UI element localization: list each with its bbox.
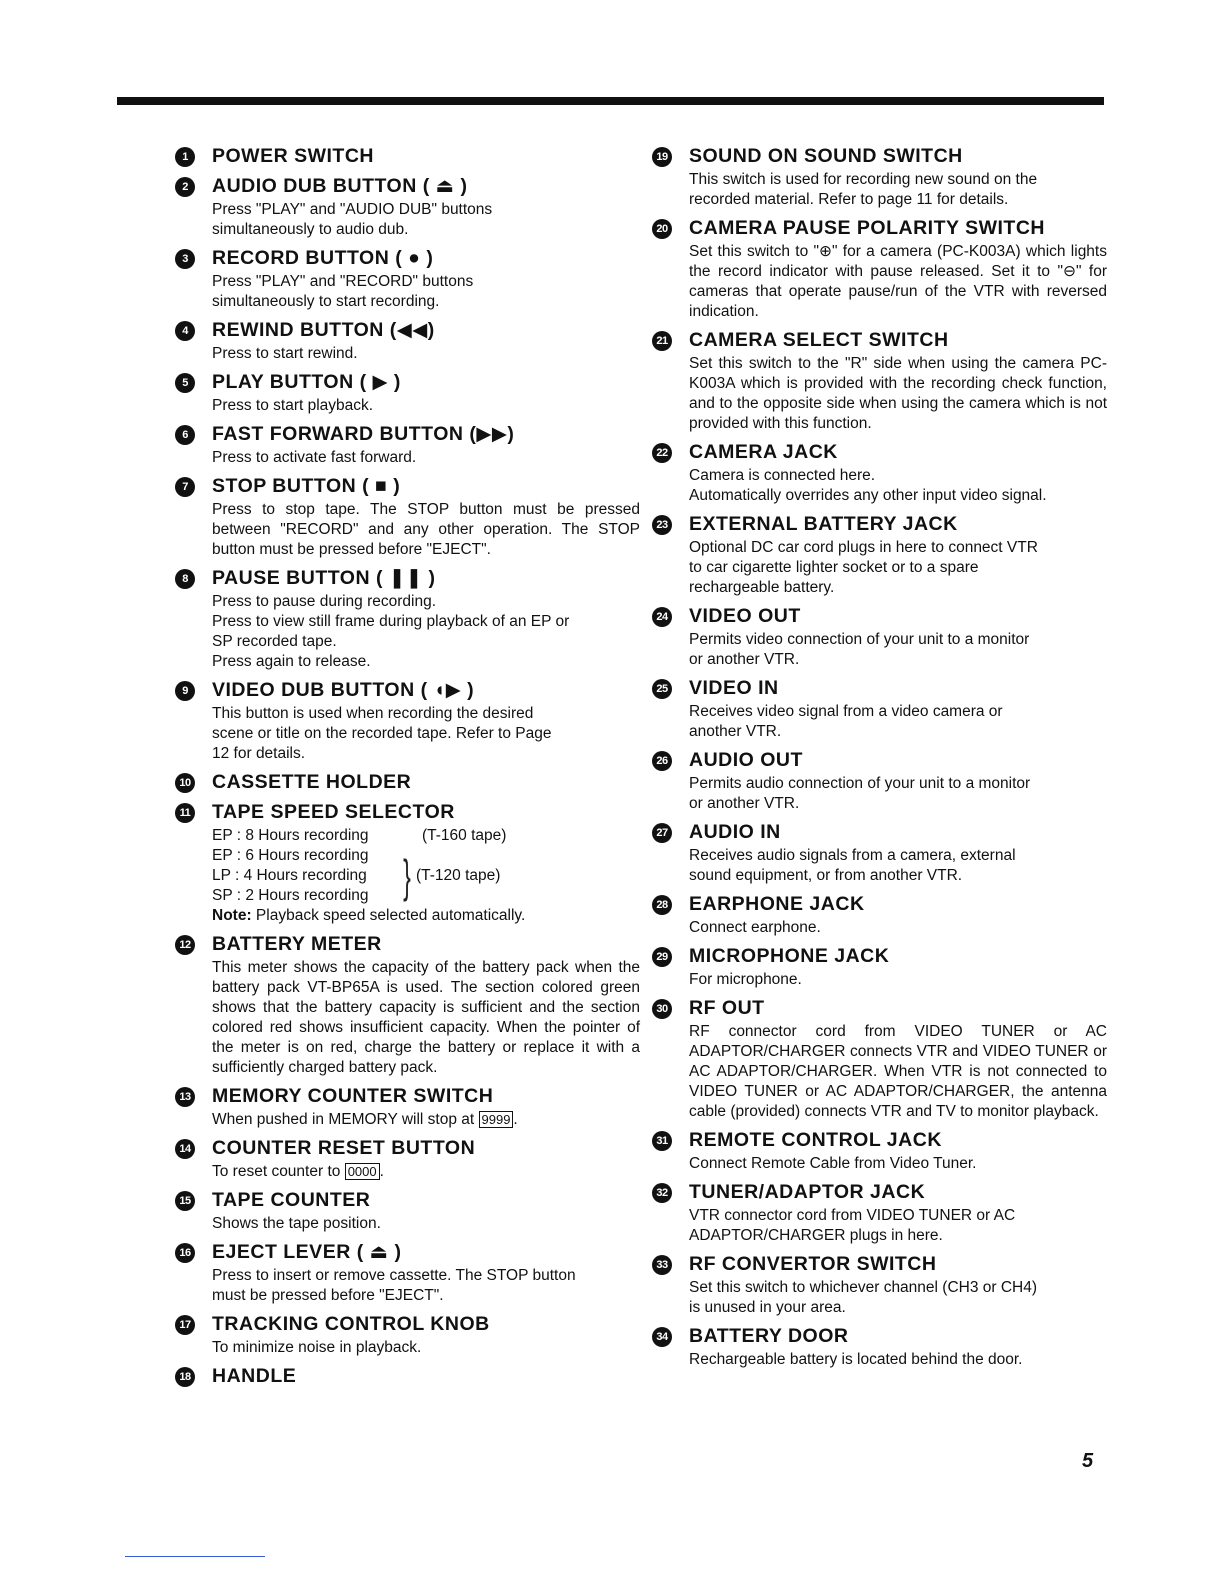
item-number: 3 <box>175 249 195 269</box>
item-description: Camera is connected here. Automatically overrides any other input video signal. <box>689 467 1047 504</box>
item-description: Press "PLAY" and "RECORD" buttons simultaneously to start recording. <box>212 273 474 310</box>
speed-mode-line: EP : 6 Hours recording <box>212 847 369 864</box>
item-title: FAST FORWARD BUTTON (▶▶) <box>212 423 515 445</box>
item-title: REMOTE CONTROL JACK <box>689 1129 942 1151</box>
item-fast-forward-button <box>175 421 640 468</box>
item-pause-button <box>175 565 640 672</box>
item-title: TAPE SPEED SELECTOR <box>212 801 455 823</box>
item-description: Connect earphone. <box>689 919 821 936</box>
item-number: 15 <box>175 1191 195 1211</box>
item-description: VTR connector cord from VIDEO TUNER or AC ADAPTOR/CHARGER plugs in here. <box>689 1207 1016 1244</box>
item-camera-pause-polarity-switch <box>652 215 1107 322</box>
item-eject-lever <box>175 1239 640 1306</box>
item-description: Permits video connection of your unit to a monitor or another VTR. <box>689 631 1030 668</box>
item-number: 12 <box>175 935 195 955</box>
item-number: 32 <box>652 1183 672 1203</box>
item-audio-out <box>652 747 1107 814</box>
item-description: Permits audio connection of your unit to a monitor or another VTR. <box>689 775 1031 812</box>
item-description: Press "PLAY" and "AUDIO DUB" buttons simultaneously to audio dub. <box>212 201 493 238</box>
item-title: HANDLE <box>212 1365 297 1387</box>
item-title: RF OUT <box>689 997 765 1019</box>
item-number: 6 <box>175 425 195 445</box>
tape-type: (T-120 tape) <box>416 867 501 884</box>
item-title: MICROPHONE JACK <box>689 945 890 967</box>
item-number: 30 <box>652 999 672 1019</box>
item-description: Press to start rewind. <box>212 345 358 362</box>
item-number: 33 <box>652 1255 672 1275</box>
left-column <box>175 143 640 1393</box>
item-video-out <box>652 603 1107 670</box>
tape-speed-table <box>212 826 640 926</box>
item-title: EARPHONE JACK <box>689 893 865 915</box>
item-memory-counter-switch <box>175 1083 640 1130</box>
item-remote-control-jack <box>652 1127 1107 1174</box>
item-description: Rechargeable battery is located behind the door. <box>689 1351 1023 1368</box>
item-description: Receives video signal from a video camera or another VTR. <box>689 703 1003 740</box>
item-title: VIDEO OUT <box>689 605 801 627</box>
item-handle <box>175 1363 640 1390</box>
item-description: Connect Remote Cable from Video Tuner. <box>689 1155 977 1172</box>
item-number: 24 <box>652 607 672 627</box>
note-label: Note: <box>212 907 252 924</box>
page-number: 5 <box>1082 1450 1094 1472</box>
item-number: 16 <box>175 1243 195 1263</box>
item-power-switch <box>175 143 640 170</box>
item-audio-in <box>652 819 1107 886</box>
item-microphone-jack <box>652 943 1107 990</box>
item-number: 1 <box>175 147 195 167</box>
item-number: 17 <box>175 1315 195 1335</box>
item-rewind-button <box>175 317 640 364</box>
item-description: Press to activate fast forward. <box>212 449 417 466</box>
item-title: POWER SWITCH <box>212 145 374 167</box>
item-number: 18 <box>175 1367 195 1387</box>
item-title: COUNTER RESET BUTTON <box>212 1137 476 1159</box>
item-tracking-control-knob <box>175 1311 640 1358</box>
item-number: 22 <box>652 443 672 463</box>
item-external-battery-jack <box>652 511 1107 598</box>
item-title: SOUND ON SOUND SWITCH <box>689 145 963 167</box>
item-title: MEMORY COUNTER SWITCH <box>212 1085 494 1107</box>
item-cassette-holder <box>175 769 640 796</box>
item-number: 9 <box>175 681 195 701</box>
brace-icon: } <box>403 850 411 902</box>
description-text: To reset counter to <box>212 1163 341 1180</box>
item-description: Optional DC car cord plugs in here to connect VTR to car cigarette lighter socket or to a spare rechargeable battery. <box>689 539 1038 596</box>
item-title: EXTERNAL BATTERY JACK <box>689 513 958 535</box>
item-title: VIDEO DUB BUTTON ( ◖▶ ) <box>212 679 475 701</box>
item-description: Receives audio signals from a camera, external sound equipment, or from another VTR. <box>689 847 1016 884</box>
item-title: TAPE COUNTER <box>212 1189 371 1211</box>
item-rf-convertor-switch <box>652 1251 1107 1318</box>
item-number: 26 <box>652 751 672 771</box>
item-stop-button <box>175 473 640 560</box>
item-video-in <box>652 675 1107 742</box>
item-description: Set this switch to whichever channel (CH3 or CH4) is unused in your area. <box>689 1279 1038 1316</box>
item-number: 25 <box>652 679 672 699</box>
item-title: AUDIO OUT <box>689 749 803 771</box>
item-number: 2 <box>175 177 195 197</box>
item-number: 29 <box>652 947 672 967</box>
item-number: 14 <box>175 1139 195 1159</box>
item-number: 8 <box>175 569 195 589</box>
item-description: When pushed in MEMORY will stop at 9999 . <box>212 1111 518 1128</box>
item-sound-on-sound-switch <box>652 143 1107 210</box>
item-number: 23 <box>652 515 672 535</box>
item-rf-out <box>652 995 1107 1122</box>
item-description: To minimize noise in playback. <box>212 1339 422 1356</box>
item-description: For microphone. <box>689 971 802 988</box>
item-description: Press to pause during recording. Press to view still frame during playback of an EP or SP recorded tape. Press again to release. <box>212 593 570 670</box>
item-title: REWIND BUTTON (◀◀) <box>212 319 435 341</box>
item-tape-counter <box>175 1187 640 1234</box>
item-battery-door <box>652 1323 1107 1370</box>
item-description: Set this switch to the "R" side when using the camera PC-K003A which is provided with the recording check function, and to the opposite side when using the camera which is not provided with this function. <box>689 355 1107 432</box>
item-tape-speed-selector <box>175 799 640 926</box>
item-title: CAMERA JACK <box>689 441 838 463</box>
item-title: AUDIO IN <box>689 821 781 843</box>
item-video-dub-button <box>175 677 640 764</box>
item-description: Shows the tape position. <box>212 1215 381 1232</box>
item-description: Press to stop tape. The STOP button must be pressed between "RECORD" and any other operation. The STOP button must be pressed before "EJECT". <box>212 501 640 558</box>
item-description: To reset counter to 0000 . <box>212 1163 384 1180</box>
item-counter-reset-button <box>175 1135 640 1182</box>
item-number: 11 <box>175 803 195 823</box>
tape-type: (T-160 tape) <box>422 827 507 844</box>
item-number: 19 <box>652 147 672 167</box>
item-title: STOP BUTTON ( ■ ) <box>212 475 401 497</box>
item-number: 28 <box>652 895 672 915</box>
item-tuner-adaptor-jack <box>652 1179 1107 1246</box>
item-title: BATTERY METER <box>212 933 382 955</box>
item-title: PAUSE BUTTON ( ❚❚ ) <box>212 567 436 589</box>
note-text: Playback speed selected automatically. <box>255 907 526 924</box>
item-description: This button is used when recording the desired scene or title on the recorded tape. Refer to Page 12 for details. <box>212 705 552 762</box>
item-number: 13 <box>175 1087 195 1107</box>
item-play-button <box>175 369 640 416</box>
item-earphone-jack <box>652 891 1107 938</box>
right-column <box>652 143 1107 1375</box>
item-title: VIDEO IN <box>689 677 779 699</box>
item-number: 21 <box>652 331 672 351</box>
item-description: This meter shows the capacity of the battery pack when the battery pack VT-BP65A is used. The section colored green shows that the battery capacity is sufficient and the section colored red shows insufficient capacity. When the pointer of the meter is on red, charge the battery or replace it with a sufficiently charged battery pack. <box>212 959 640 1076</box>
speed-mode-line: SP : 2 Hours recording <box>212 887 369 904</box>
item-title: AUDIO DUB BUTTON ( ⏏ ) <box>212 175 468 197</box>
scan-artifact-line <box>125 1556 265 1557</box>
item-number: 10 <box>175 773 195 793</box>
item-title: RECORD BUTTON ( ● ) <box>212 247 434 269</box>
item-title: PLAY BUTTON ( ▶ ) <box>212 371 401 393</box>
item-description: Set this switch to "⊕" for a camera (PC-K003A) which lights the record indicator with pause released. Set it to "⊖" for cameras that operate pause/run of the VTR with reversed indication. <box>689 243 1107 320</box>
counter-value-box: 9999 <box>479 1111 514 1128</box>
item-description: Press to start playback. <box>212 397 374 414</box>
item-record-button <box>175 245 640 312</box>
item-number: 7 <box>175 477 195 497</box>
item-title: RF CONVERTOR SWITCH <box>689 1253 937 1275</box>
speed-mode-line: LP : 4 Hours recording <box>212 867 367 884</box>
item-description: Press to insert or remove cassette. The STOP button must be pressed before "EJECT". <box>212 1267 576 1304</box>
item-title: CASSETTE HOLDER <box>212 771 412 793</box>
item-number: 27 <box>652 823 672 843</box>
item-number: 5 <box>175 373 195 393</box>
item-description: This switch is used for recording new sound on the recorded material. Refer to page 11 for details. <box>689 171 1038 208</box>
item-number: 4 <box>175 321 195 341</box>
item-title: CAMERA SELECT SWITCH <box>689 329 949 351</box>
item-number: 20 <box>652 219 672 239</box>
item-title: BATTERY DOOR <box>689 1325 849 1347</box>
item-description: RF connector cord from VIDEO TUNER or AC ADAPTOR/CHARGER connects VTR and VIDEO TUNER or AC ADAPTOR/CHARGER. When VTR is not connected to VIDEO TUNER or AC ADAPTOR/CHARGER, the antenna cable (provided) connects VTR and TV to monitor playback. <box>689 1023 1107 1120</box>
speed-mode-line: EP : 8 Hours recording <box>212 827 369 844</box>
item-title: TUNER/ADAPTOR JACK <box>689 1181 926 1203</box>
counter-value-box: 0000 <box>345 1163 380 1180</box>
item-title: CAMERA PAUSE POLARITY SWITCH <box>689 217 1045 239</box>
item-battery-meter <box>175 931 640 1078</box>
item-camera-select-switch <box>652 327 1107 434</box>
item-title: EJECT LEVER ( ⏏ ) <box>212 1241 402 1263</box>
description-text: When pushed in MEMORY will stop at <box>212 1111 475 1128</box>
item-audio-dub-button <box>175 173 640 240</box>
item-number: 34 <box>652 1327 672 1347</box>
item-camera-jack <box>652 439 1107 506</box>
item-title: TRACKING CONTROL KNOB <box>212 1313 490 1335</box>
item-number: 31 <box>652 1131 672 1151</box>
top-rule <box>117 97 1104 105</box>
